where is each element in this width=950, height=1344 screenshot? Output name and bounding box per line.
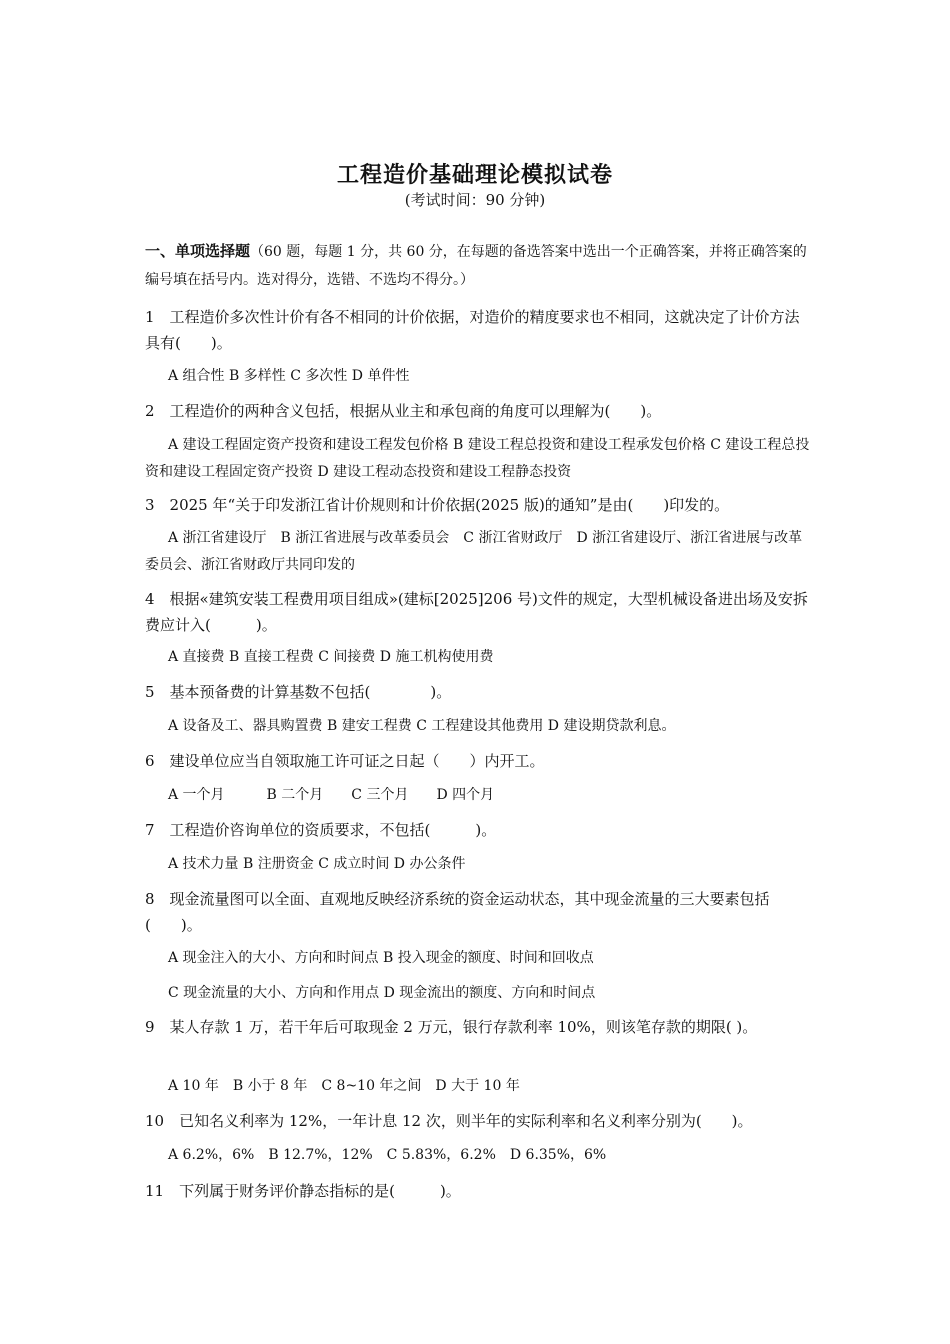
question-8-options-2 xyxy=(145,980,810,1007)
question-9-options xyxy=(145,1073,810,1100)
question-4 xyxy=(145,586,810,638)
question-stem: 6 建设单位应当自领取施工许可证之日起（ ）内开工。 xyxy=(145,752,545,770)
question-stem: 5 基本预备费的计算基数不包括( )。 xyxy=(145,683,452,701)
option-line: A 10 年 B 小于 8 年 C 8~10 年之间 D 大于 10 年 xyxy=(168,1078,520,1094)
question-5 xyxy=(145,679,810,705)
question-3 xyxy=(145,492,810,518)
question-2 xyxy=(145,398,810,424)
option-line: A 直接费 B 直接工程费 C 间接费 D 施工机构使用费 xyxy=(168,649,494,665)
question-stem: 11 下列属于财务评价静态指标的是( )。 xyxy=(145,1182,461,1200)
paper-subtitle: (考试时间：90 分钟) xyxy=(404,191,546,209)
option-line: A 技术力量 B 注册资金 C 成立时间 D 办公条件 xyxy=(168,856,466,872)
question-7 xyxy=(145,817,810,843)
question-10 xyxy=(145,1108,810,1134)
section-description: （60 题，每题 1 分，共 60 分，在每题的备选答案中选出一个正确答案，并将正确答案的编号填在括号内。选对得分，选错、不选均不得分。） xyxy=(145,244,807,288)
question-6 xyxy=(145,748,810,774)
question-stem: 8 现金流量图可以全面、直观地反映经济系统的资金运动状态，其中现金流量的三大要素包括( )。 xyxy=(145,890,770,934)
question-6-options xyxy=(145,782,810,809)
question-2-options xyxy=(145,432,810,486)
question-stem: 3 2025 年“关于印发浙江省计价规则和计价依据(2025 版)的通知”是由( )印发的。 xyxy=(145,496,730,514)
question-5-options xyxy=(145,713,810,740)
option-line: A 建设工程固定资产投资和建设工程发包价格 B 建设工程总投资和建设工程承发包价格 C 建设工程总投资和建设工程固定资产投资 D 建设工程动态投资和建设工程静态投资 xyxy=(145,437,810,480)
question-7-options xyxy=(145,851,810,878)
question-8-options xyxy=(145,945,810,972)
section-heading xyxy=(145,238,810,294)
question-stem: 4 根据«建筑安装工程费用项目组成»(建标[2025]206 号)文件的规定，大型机械设备进出场及安拆费应计入( )。 xyxy=(145,590,808,634)
question-4-options xyxy=(145,644,810,671)
section-title: 一、单项选择题 xyxy=(145,242,251,260)
question-stem: 10 已知名义利率为 12%，一年计息 12 次，则半年的实际利率和名义利率分别为( )。 xyxy=(145,1112,753,1130)
question-3-options xyxy=(145,525,810,579)
option-line: A 现金注入的大小、方向和时间点 B 投入现金的额度、时间和回收点 xyxy=(168,950,594,966)
question-8 xyxy=(145,886,810,938)
option-line: A 浙江省建设厅 B 浙江省进展与改革委员会 C 浙江省财政厅 D 浙江省建设厅、浙江省进展与改革委员会、浙江省财政厅共同印发的 xyxy=(145,530,803,573)
question-stem: 9 某人存款 1 万，若干年后可取现金 2 万元，银行存款利率 10%，则该笔存款的期限( )。 xyxy=(145,1018,758,1036)
question-stem: 1 工程造价多次性计价有各不相同的计价依据，对造价的精度要求也不相同，这就决定了计价方法具有( )。 xyxy=(145,308,800,352)
paper-title: 工程造价基础理论模拟试卷 xyxy=(336,163,613,188)
question-10-options xyxy=(145,1142,810,1169)
option-line: A 组合性 B 多样性 C 多次性 D 单件性 xyxy=(168,368,410,384)
option-line: A 一个月 B 二个月 C 三个月 D 四个月 xyxy=(168,787,495,803)
question-stem: 7 工程造价咨询单位的资质要求，不包括( )。 xyxy=(145,821,497,839)
question-9 xyxy=(145,1014,810,1040)
option-line: A 设备及工、器具购置费 B 建安工程费 C 工程建设其他费用 D 建设期贷款利息。 xyxy=(168,718,676,734)
question-11 xyxy=(145,1178,810,1204)
question-1 xyxy=(145,304,810,356)
option-line: C 现金流量的大小、方向和作用点 D 现金流出的额度、方向和时间点 xyxy=(168,985,596,1001)
question-stem: 2 工程造价的两种含义包括，根据从业主和承包商的角度可以理解为( )。 xyxy=(145,402,662,420)
question-1-options xyxy=(145,363,810,390)
option-line: A 6.2%，6% B 12.7%，12% C 5.83%，6.2% D 6.35%，6% xyxy=(168,1147,607,1163)
